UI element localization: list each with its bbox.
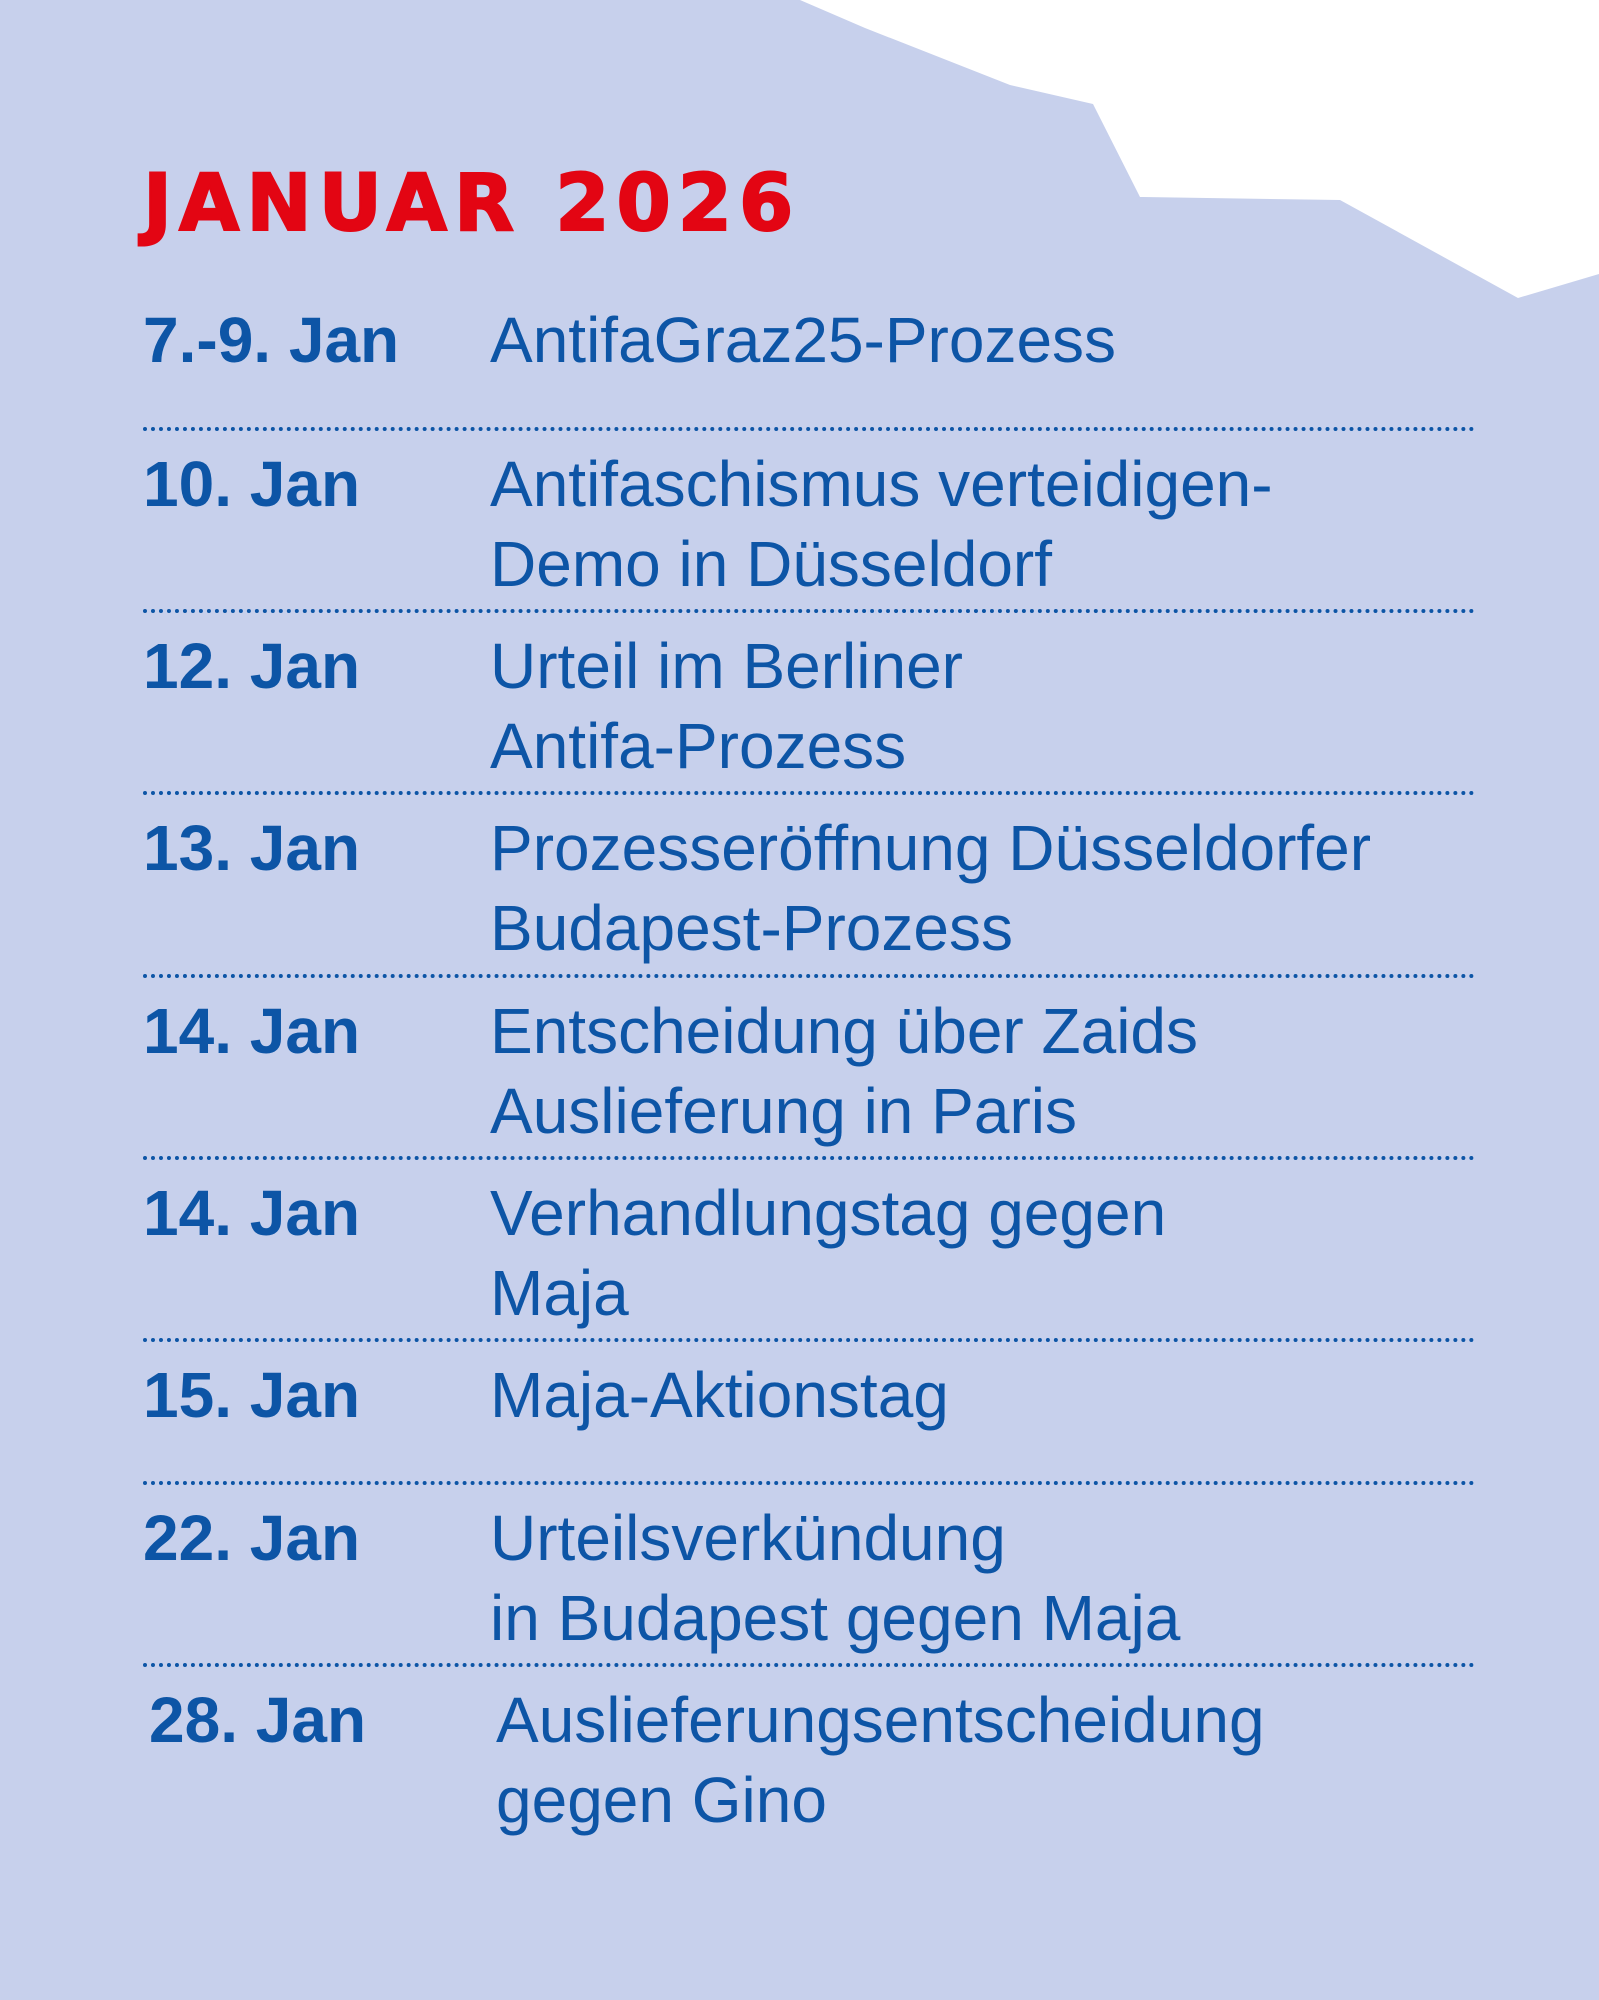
event-date: 10. Jan [143,448,361,520]
dotted-divider [143,1338,1475,1342]
event-description: Auslieferungsentscheidung gegen Gino [496,1684,1265,1836]
dotted-divider [143,1663,1475,1667]
event-date: 12. Jan [143,630,361,702]
event-date: 14. Jan [143,1177,361,1249]
event-date: 15. Jan [143,1359,361,1431]
event-description: Prozesseröffnung Düsseldorfer Budapest-Prozess [490,812,1372,964]
event-date: 13. Jan [143,812,361,884]
dotted-divider [143,1481,1475,1485]
event-description: Verhandlungstag gegen Maja [490,1177,1167,1329]
event-description: Urteil im Berliner Antifa-Prozess [490,630,963,782]
dotted-divider [143,427,1475,431]
event-description: Maja-Aktionstag [490,1359,949,1431]
event-description: Urteilsverkündung in Budapest gegen Maja [490,1502,1181,1654]
event-date: 22. Jan [143,1502,361,1574]
event-date: 14. Jan [143,995,361,1067]
event-date: 7.-9. Jan [143,304,400,376]
dotted-divider [143,791,1475,795]
event-date: 28. Jan [149,1684,367,1756]
event-description: Antifaschismus verteidigen- Demo in Düsseldorf [490,448,1273,600]
event-description: Entscheidung über Zaids Auslieferung in Paris [490,995,1198,1147]
page-title: JANUAR 2026 [143,159,801,249]
event-description: AntifaGraz25-Prozess [490,304,1117,376]
dotted-divider [143,974,1475,978]
dotted-divider [143,609,1475,613]
dotted-divider [143,1156,1475,1160]
